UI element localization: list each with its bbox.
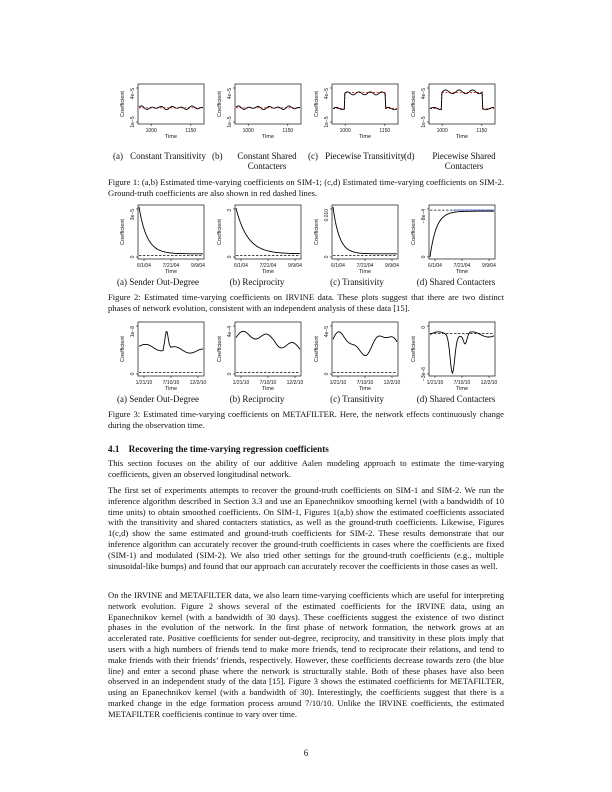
y-tick-label: 0 [227,372,233,376]
estimated-coefficient-curve [333,92,397,110]
x-tick-label: 1000 [436,128,448,134]
x-tick-label: 7/10/10 [259,380,277,386]
y-tick-label: 0.010 [324,209,330,222]
plot-frame [429,84,495,124]
y-tick-label: 3e−5 [130,209,136,221]
x-axis-label: Time [455,386,469,392]
x-tick-label: 9/9/04 [385,263,399,269]
figure2-plot-d [409,203,501,282]
x-tick-label: 1000 [339,128,351,134]
x-tick-label: 9/9/04 [482,263,496,269]
plot-svg [118,82,210,156]
figure1-sublabel-b: (b) [212,151,223,161]
figure3-subcaption-b: (b) Reciprocity [229,394,285,404]
x-tick-label: 6/1/04 [428,263,442,269]
plot-frame [138,322,204,376]
x-tick-label: 1150 [282,128,294,134]
x-axis-label: Time [261,269,275,275]
paragraph-1: This section focuses on the ability of our additive Aalen modeling approach to estimate the time-varying coefficients, given an observed longitudinal network. [108,458,504,479]
page-number: 6 [303,748,309,758]
x-tick-label: 1/21/10 [135,380,153,386]
section-title: 4.1 Recovering the time-varying regression coefficients [108,444,329,454]
x-axis-label: Time [261,386,275,392]
x-tick-label: 1/21/10 [329,380,347,386]
plot-frame [138,84,204,124]
y-axis-label: Coefficient [314,91,320,117]
figure1-sublabel-c: (c) [308,151,318,161]
figure1-subcaption-d: Piecewise Shared Contacters [432,151,496,171]
x-tick-label: 1150 [185,128,197,134]
figure1-sublabel-d: (d) [404,151,415,161]
figure3-plot-c [312,320,404,399]
figure2-subcaption-b: (b) Reciprocity [229,277,285,287]
x-tick-label: 12/2/10 [189,380,207,386]
estimated-coefficient-curve [430,332,494,373]
plot-svg [215,82,307,156]
figure2-plot-c [312,203,404,282]
paragraph-2: The first set of experiments attempts to recover the ground-truth coefficients on SIM-1 and SIM-2. We run the inference algorithm described in Section 3.3 and use an Epanechnikov smoothing kernel (with a bandwidth of 10 time units) to obtain smoothed coefficients. On SIM-1, Figures 1(a,b) show the estimated coefficients associated with the transitivity and shared contacters statistics, as well as the ground-truth coefficients. Likewise, Figures 1(c,d) show the same estimated and ground-truth coefficients for SIM-2. These results demonstrate that our inference algorithm can accurately recover the ground-truth coefficients in cases where the coefficients are fixed (SIM-1) and modulated (SIM-2). We also tried other settings for the ground-truth coefficients (e.g., multiple sinusoidal-like bumps) and found that our approach can accurately recover the coefficients in those cases as well. [108,485,504,571]
y-axis-label: Coefficient [411,219,417,245]
y-tick-label: 4e−5 [324,88,330,100]
plot-frame [332,322,398,376]
x-axis-label: Time [164,269,178,275]
x-axis-label: Time [358,269,372,275]
y-tick-label: 4e−5 [421,88,427,100]
figure1-plot-a [118,82,210,161]
y-tick-label: 0 [130,255,136,259]
plot-svg [215,320,307,394]
x-axis-label: Time [358,386,372,392]
plot-svg [409,320,501,394]
plot-frame [429,205,495,259]
figure3-plot-a [118,320,210,399]
plot-svg [118,320,210,394]
x-tick-label: 12/2/10 [480,380,498,386]
estimated-coefficient-curve [139,332,203,354]
ground-truth-line [430,93,494,109]
estimated-coefficient-curve [430,211,494,257]
y-tick-label: 4e−5 [227,88,233,100]
x-axis-label: Time [164,386,178,392]
figure1-plot-d [409,82,501,161]
figure3-subcaption-d: (d) Shared Contacters [416,394,496,404]
figure1-subcaption-b: Constant Shared Contacters [237,151,297,171]
plot-svg [215,203,307,277]
plot-svg [409,82,501,156]
y-axis-label: Coefficient [120,219,126,245]
plot-frame [429,322,495,376]
y-axis-label: Coefficient [120,336,126,362]
figure2-subcaption-a: (a) Sender Out-Degree [117,277,199,287]
figure1-subcaption-a: Constant Transitivity [130,151,206,161]
y-axis-label: Coefficient [411,91,417,117]
plot-svg [312,203,404,277]
figure3-plot-d [409,320,501,399]
plot-frame [235,322,301,376]
x-tick-label: 7/10/10 [162,380,180,386]
figure1-subcaption-c: Piecewise Transitivity [325,151,405,161]
y-tick-label: 1e−5 [130,116,136,128]
figure3-plot-b [215,320,307,399]
plot-frame [138,205,204,259]
y-tick-label: 1e−5 [227,116,233,128]
x-tick-label: 7/21/04 [162,263,180,269]
x-axis-label: Time [358,134,372,140]
estimated-coefficient-curve [236,208,300,254]
y-tick-label: 1e−8 [130,326,136,338]
x-axis-label: Time [164,134,178,140]
x-tick-label: 12/2/10 [383,380,401,386]
x-tick-label: 1/21/10 [426,380,444,386]
figure3-subcaption-a: (a) Sender Out-Degree [117,394,199,404]
estimated-coefficient-curve [333,207,397,254]
x-tick-label: 6/1/04 [331,263,345,269]
x-tick-label: 7/21/04 [356,263,374,269]
x-tick-label: 6/1/04 [137,263,151,269]
y-axis-label: Coefficient [217,91,223,117]
figure1-caption: Figure 1: (a,b) Estimated time-varying coefficients on SIM-1; (c,d) Estimated time-varying coefficients on SIM-2. Ground-truth coefficients are also shown in red dashed lines. [108,177,504,198]
x-axis-label: Time [455,134,469,140]
plot-svg [312,320,404,394]
estimated-coefficient-curve [430,90,494,110]
figure2-caption: Figure 2: Estimated time-varying coefficients on IRVINE data. These plots suggest that there are two distinct phases of network evolution, consistent with an independent analysis of these data [15]. [108,292,504,313]
paragraph-3: On the IRVINE and METAFILTER data, we also learn time-varying coefficients which are useful for interpreting network evolution. Figure 2 shows several of the estimated coefficients for the IRVINE data, using an Epanechnikov kernel (with a bandwidth of 30 days). These coefficients suggest the existence of two distinct phases in the evolution of the network. In the first phase of network formation, the network grows at an accelerated rate. Positive coefficients for sender out-degree, reciprocity, and transitivity in these plots imply that users with a high numbers of friends tend to make more friends, tend to reciprocate their relations, and tend to make friends with their friends’ friends, respectively. However, these coefficients decrease towards zero (the blue line) and enter a second phase where the network is structurally stable. Both of these phases have also been observed in an independent study of the data [15]. Figure 3 shows the estimated coefficients for METAFILTER, using an Epanechnikov kernel (with a bandwidth of 30). Interestingly, the coefficients suggest that there is a marked change in the edge formation process around 7/10/10. Unlike the IRVINE coefficients, the estimated METAFILTER coefficients continue to vary over time. [108,590,504,719]
figure3-caption: Figure 3: Estimated time-varying coefficients on METAFILTER. Here, the network effects continuously change during the observation time. [108,409,504,430]
x-tick-label: 1150 [476,128,488,134]
x-tick-label: 9/9/04 [191,263,205,269]
y-axis-label: Coefficient [314,336,320,362]
x-tick-label: 9/9/04 [288,263,302,269]
x-tick-label: 6/1/04 [234,263,248,269]
x-tick-label: 1000 [242,128,254,134]
figure3-subcaption-c: (c) Transitivity [330,394,384,404]
x-tick-label: 7/10/10 [356,380,374,386]
estimated-coefficient-curve [333,332,397,356]
figure2-plot-b [215,203,307,282]
y-tick-label: 4e−4 [227,326,233,338]
estimated-coefficient-curve [236,331,300,349]
x-tick-label: 1000 [145,128,157,134]
y-axis-label: Coefficient [314,219,320,245]
plot-svg [312,82,404,156]
figure1-sublabel-a: (a) [113,151,123,161]
x-axis-label: Time [455,269,469,275]
x-tick-label: 1/21/10 [232,380,250,386]
plot-frame [332,205,398,259]
y-tick-label: 4e−5 [324,326,330,338]
y-axis-label: Coefficient [217,219,223,245]
x-axis-label: Time [261,134,275,140]
y-tick-label: 1e−5 [421,116,427,128]
plot-frame [235,84,301,124]
x-tick-label: 7/10/10 [453,380,471,386]
estimated-coefficient-curve [139,207,203,254]
figure2-plot-a [118,203,210,282]
y-axis-label: Coefficient [120,91,126,117]
figure2-subcaption-c: (c) Transitivity [330,277,384,287]
y-axis-label: Coefficient [411,336,417,362]
y-tick-label: 0 [227,255,233,259]
figure1-plot-c [312,82,404,161]
plot-svg [118,203,210,277]
y-tick-label: 0 [421,255,427,259]
x-tick-label: 7/21/04 [259,263,277,269]
x-tick-label: 7/21/04 [453,263,471,269]
y-tick-label: 0 [324,255,330,259]
figure2-subcaption-d: (d) Shared Contacters [416,277,496,287]
y-axis-label: Coefficient [217,336,223,362]
y-tick-label: 3 [227,209,233,212]
y-tick-label: 0 [130,372,136,376]
y-tick-label: 1e−5 [324,116,330,128]
x-tick-label: 1150 [379,128,391,134]
y-tick-label: −3e−6 [421,366,427,382]
y-tick-label: 0 [324,372,330,376]
y-tick-label: −8e−4 [421,209,427,224]
figure1-plot-b [215,82,307,161]
y-tick-label: 0 [421,326,427,329]
y-tick-label: 4e−5 [130,88,136,100]
x-tick-label: 12/2/10 [286,380,304,386]
plot-svg [409,203,501,277]
plot-frame [332,84,398,124]
